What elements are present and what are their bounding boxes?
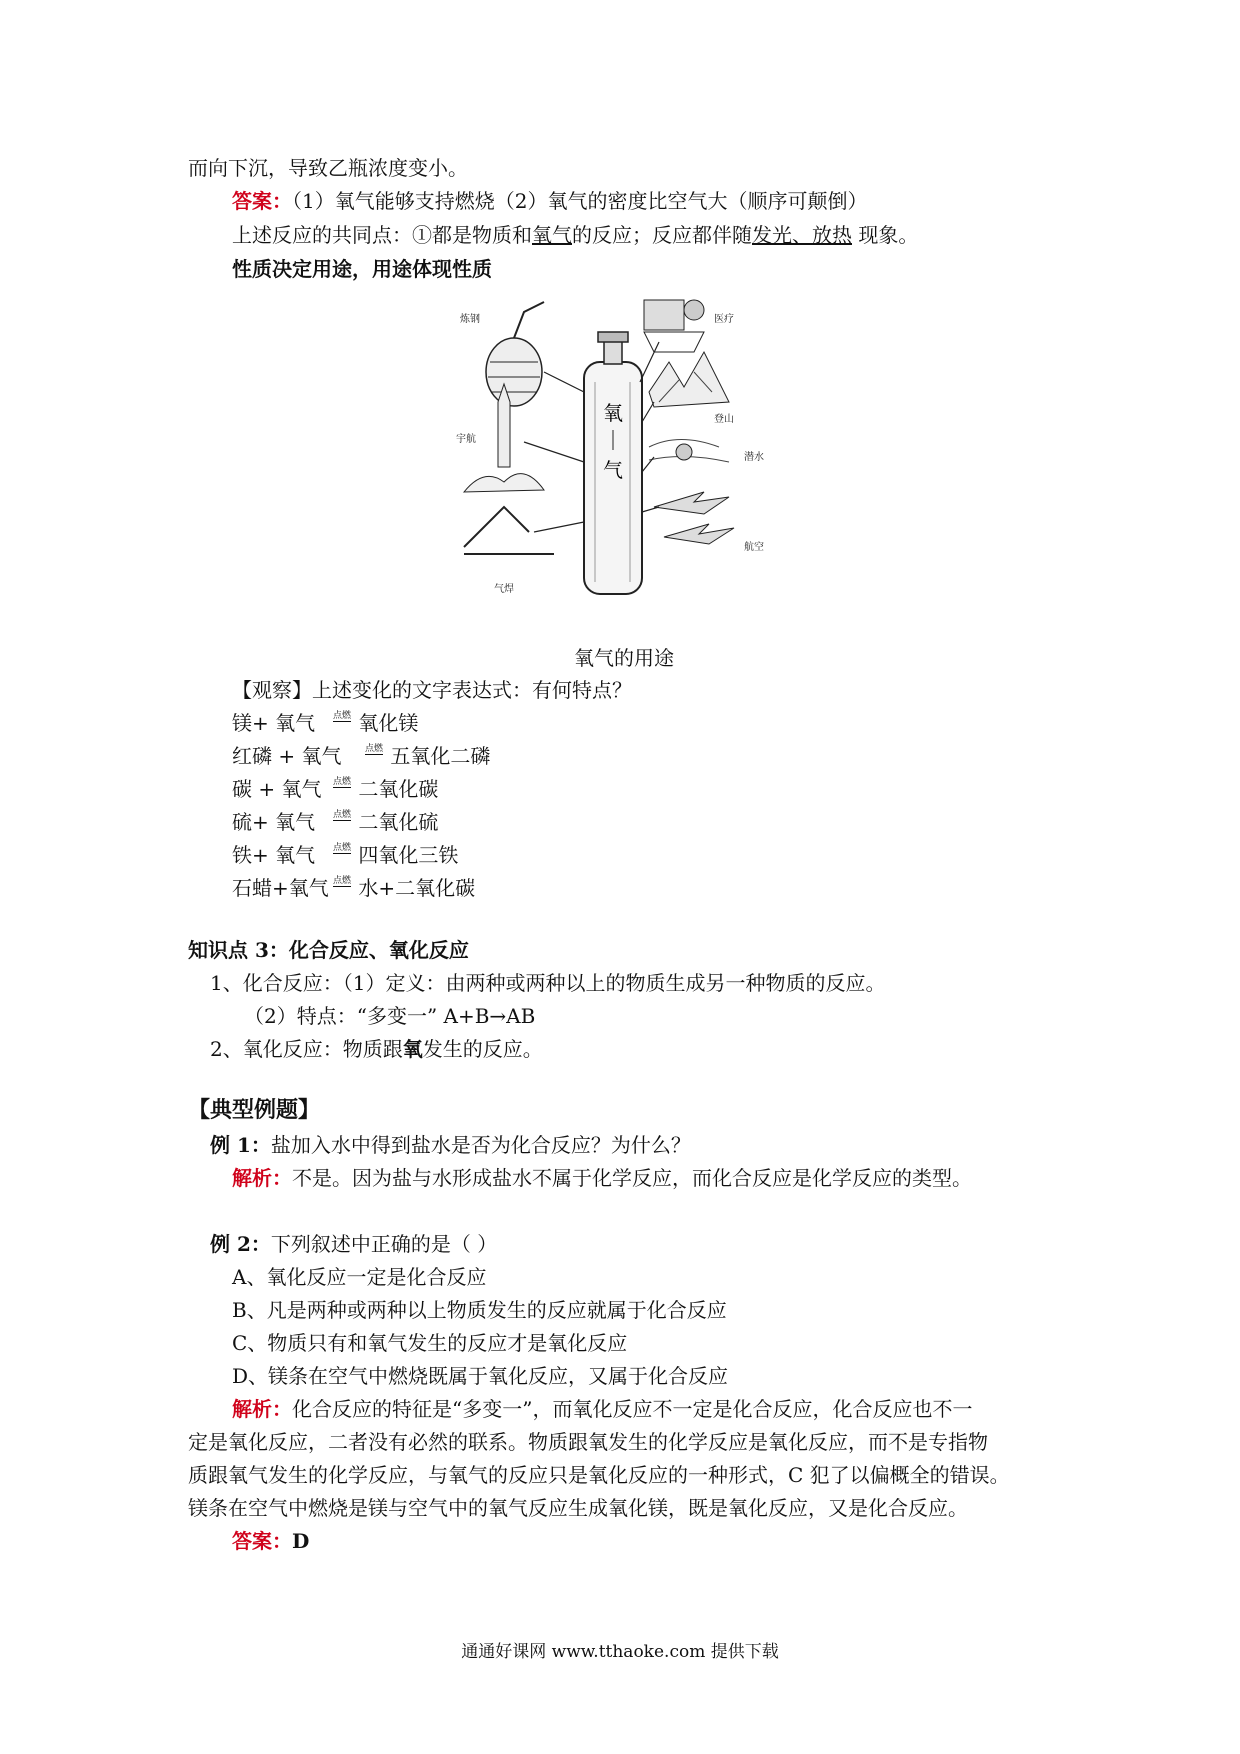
reaction-row	[232, 841, 458, 869]
label-smelting: 炼钢	[460, 314, 480, 325]
option-d: D、镁条在空气中燃烧既属于氧化反应，又属于化合反应	[232, 1364, 729, 1388]
analysis-label: 解析：	[232, 1397, 292, 1421]
example-2-analysis-line-4: 镁条在空气中燃烧是镁与空气中的氧气反应生成氧化镁，既是氧化反应，又是化合反应。	[188, 1496, 968, 1520]
bottle-char-gas: 气	[603, 458, 623, 482]
knowledge-item-2	[210, 1035, 543, 1063]
example-2-text: 下列叙述中正确的是（ ）	[270, 1232, 498, 1256]
welding-illustration	[464, 507, 554, 595]
answer-line	[232, 187, 867, 215]
item2-prefix: 2、氧化反应：物质跟	[210, 1037, 403, 1061]
example-1-label: 例 1：	[210, 1133, 271, 1157]
knowledge-item-1: 1、化合反应：（1）定义：由两种或两种以上的物质生成另一种物质的反应。	[210, 971, 886, 995]
answer-value: D	[292, 1529, 310, 1553]
oxygen-uses-figure	[454, 292, 784, 614]
condition-ignite: 点燃	[333, 876, 352, 886]
observe-title: 【观察】上述变化的文字表达式：有何特点？	[232, 678, 632, 702]
label-diving: 潜水	[744, 452, 764, 463]
reaction-right: 五氧化二磷	[390, 744, 491, 768]
option-b: B、凡是两种或两种以上物质发生的反应就属于化合反应	[232, 1298, 727, 1322]
examples-title: 【典型例题】	[188, 1097, 321, 1123]
label-space: 宇航	[456, 434, 476, 445]
condition-ignite: 点燃	[333, 810, 352, 820]
condition-ignite: 点燃	[333, 777, 352, 787]
reaction-row	[232, 742, 490, 770]
intro-line: 而向下沉，导致乙瓶浓度变小。	[188, 156, 468, 180]
common-light-heat: 发光、放热	[752, 223, 852, 247]
label-medical: 医疗	[714, 314, 734, 325]
reaction-left: 红磷 + 氧气	[232, 744, 342, 768]
oxygen-cylinder-illustration	[584, 332, 642, 594]
reaction-left: 硫+ 氧气	[232, 810, 316, 834]
aviation-illustration	[654, 492, 764, 553]
common-prefix: 上述反应的共同点：①都是物质和	[232, 223, 532, 247]
example-1-question	[210, 1131, 691, 1159]
diving-illustration	[649, 440, 764, 464]
reaction-row	[232, 808, 438, 836]
answer-label: 答案：	[232, 1529, 292, 1553]
reaction-row	[232, 709, 418, 737]
label-welding: 气焊	[494, 584, 514, 595]
bottle-char-oxygen: 氧	[603, 401, 623, 425]
reaction-left: 铁+ 氧气	[232, 843, 316, 867]
option-c: C、物质只有和氧气发生的反应才是氧化反应	[232, 1331, 628, 1355]
condition-ignite: 点燃	[365, 744, 384, 754]
reaction-right: 氧化镁	[358, 711, 419, 735]
knowledge-item-1b: （2）特点：“多变一” A+B→AB	[244, 1004, 536, 1028]
example-1-analysis	[232, 1164, 972, 1192]
option-a: A、氧化反应一定是化合反应	[232, 1265, 487, 1289]
climbing-illustration	[649, 352, 734, 425]
item2-oxygen: 氧	[402, 1037, 423, 1061]
reaction-right: 四氧化三铁	[358, 843, 459, 867]
figure-caption: 氧气的用途	[574, 646, 674, 670]
example-1-answer: 不是。因为盐与水形成盐水不属于化学反应，而化合反应是化学反应的类型。	[292, 1166, 972, 1190]
item2-suffix: 发生的反应。	[422, 1037, 543, 1061]
answer-label: 答案：	[232, 189, 292, 213]
example-2-label: 例 2：	[210, 1232, 271, 1256]
principle-heading: 性质决定用途，用途体现性质	[232, 257, 492, 281]
common-suffix: 现象。	[858, 223, 919, 247]
reaction-right: 二氧化硫	[358, 810, 439, 834]
page-footer: 通通好课网 www.tthaoke.com 提供下载	[461, 1642, 779, 1662]
reaction-row	[232, 775, 438, 803]
example-2-question	[210, 1230, 497, 1258]
reaction-left: 碳 + 氧气	[232, 777, 322, 801]
common-oxygen: 氧气	[532, 223, 572, 247]
example-2-analysis-line-2: 定是氧化反应，二者没有必然的联系。物质跟氧发生的化学反应是氧化反应，而不是专指物	[188, 1430, 988, 1454]
reaction-row	[232, 874, 475, 902]
common-points-line	[232, 221, 918, 249]
common-mid: 的反应；反应都伴随	[572, 223, 752, 247]
example-2-answer	[232, 1527, 309, 1555]
label-aviation: 航空	[744, 542, 764, 553]
reaction-right: 二氧化碳	[358, 777, 439, 801]
knowledge-title: 知识点 3：化合反应、氧化反应	[188, 938, 469, 962]
answer-text: （1）氧气能够支持燃烧（2）氧气的密度比空气大（顺序可颠倒）	[292, 189, 868, 213]
condition-ignite: 点燃	[333, 843, 352, 853]
analysis-label: 解析：	[232, 1166, 292, 1190]
reaction-right: 水+二氧化碳	[358, 876, 476, 900]
example-2-analysis-line-1	[232, 1395, 972, 1423]
example-1-text: 盐加入水中得到盐水是否为化合反应？为什么？	[270, 1133, 691, 1157]
condition-ignite: 点燃	[333, 711, 352, 721]
label-climbing: 登山	[714, 414, 734, 425]
analysis-text: 化合反应的特征是“多变一”，而氧化反应不一定是化合反应，化合反应也不一	[292, 1397, 973, 1421]
reaction-left: 镁+ 氧气	[232, 711, 316, 735]
reaction-left: 石蜡+氧气	[232, 876, 329, 900]
example-2-analysis-line-3: 质跟氧气发生的化学反应，与氧气的反应只是氧化反应的一种形式，C 犯了以偏概全的错误。	[188, 1463, 1010, 1487]
